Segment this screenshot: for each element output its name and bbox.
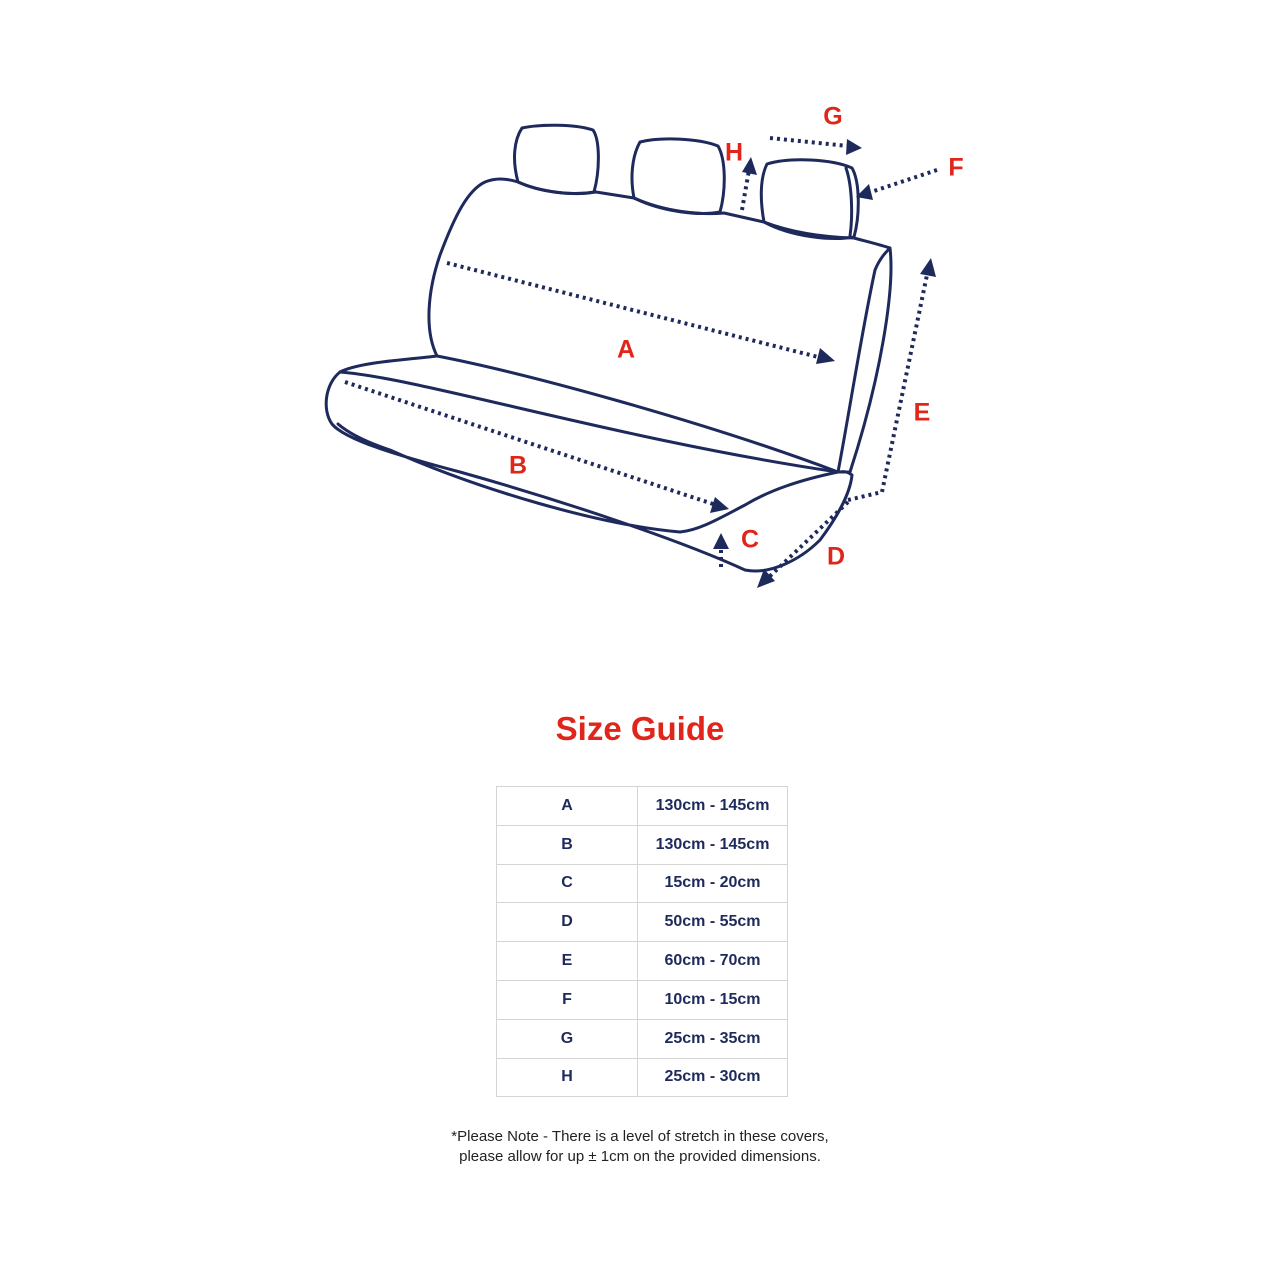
seat-back [429,179,890,472]
table-row [497,1058,788,1097]
size-guide-title: Size Guide [555,710,725,747]
label-e: E [913,398,931,427]
dimension-value: 60cm - 70cm [638,942,788,981]
dimension-key: G [497,1019,638,1058]
dimension-value: 25cm - 30cm [638,1058,788,1097]
size-guide-table [496,786,788,1097]
stretch-note-line-1: *Please Note - There is a level of stretch in these covers, [451,1128,829,1145]
dimension-value: 10cm - 15cm [638,980,788,1019]
arrow-h [742,170,749,210]
table-row [497,864,788,903]
arrow-a-head [816,348,835,364]
headrest-right-edge [846,168,852,236]
table-row [497,787,788,826]
dimension-key: B [497,825,638,864]
table-row [497,903,788,942]
dimension-value: 130cm - 145cm [638,825,788,864]
arrow-c-head [713,533,729,549]
table-row [497,825,788,864]
dimension-value: 25cm - 35cm [638,1019,788,1058]
dimension-value: 130cm - 145cm [638,787,788,826]
arrow-e-head [920,258,936,277]
seat-cushion [326,356,852,571]
arrow-f [868,170,937,193]
label-f: F [948,153,964,182]
label-d: D [826,542,846,571]
dimension-key: A [497,787,638,826]
table-row [497,942,788,981]
arrow-h-head [742,157,757,175]
dimension-key: E [497,942,638,981]
arrow-g [770,138,848,146]
headrest-left [515,125,599,193]
label-c: C [740,525,760,554]
dimension-value: 15cm - 20cm [638,864,788,903]
label-h: H [724,138,744,167]
stretch-note-line-2: please allow for up ± 1cm on the provided dimensions. [459,1148,821,1165]
table-row [497,980,788,1019]
stretch-note [0,1127,1280,1167]
dimension-key: H [497,1058,638,1097]
arrow-b [345,382,716,505]
arrow-b-head [710,497,729,513]
size-guide-rows [497,787,788,1097]
table-row [497,1019,788,1058]
label-a: A [616,335,636,364]
dimension-value: 50cm - 55cm [638,903,788,942]
dimension-key: C [497,864,638,903]
dimension-key: D [497,903,638,942]
seat-cushion-top [340,372,838,472]
label-b: B [508,451,528,480]
seat-back-side [838,248,891,472]
dimension-key: F [497,980,638,1019]
label-g: G [823,102,843,131]
arrow-g-head [846,139,862,155]
